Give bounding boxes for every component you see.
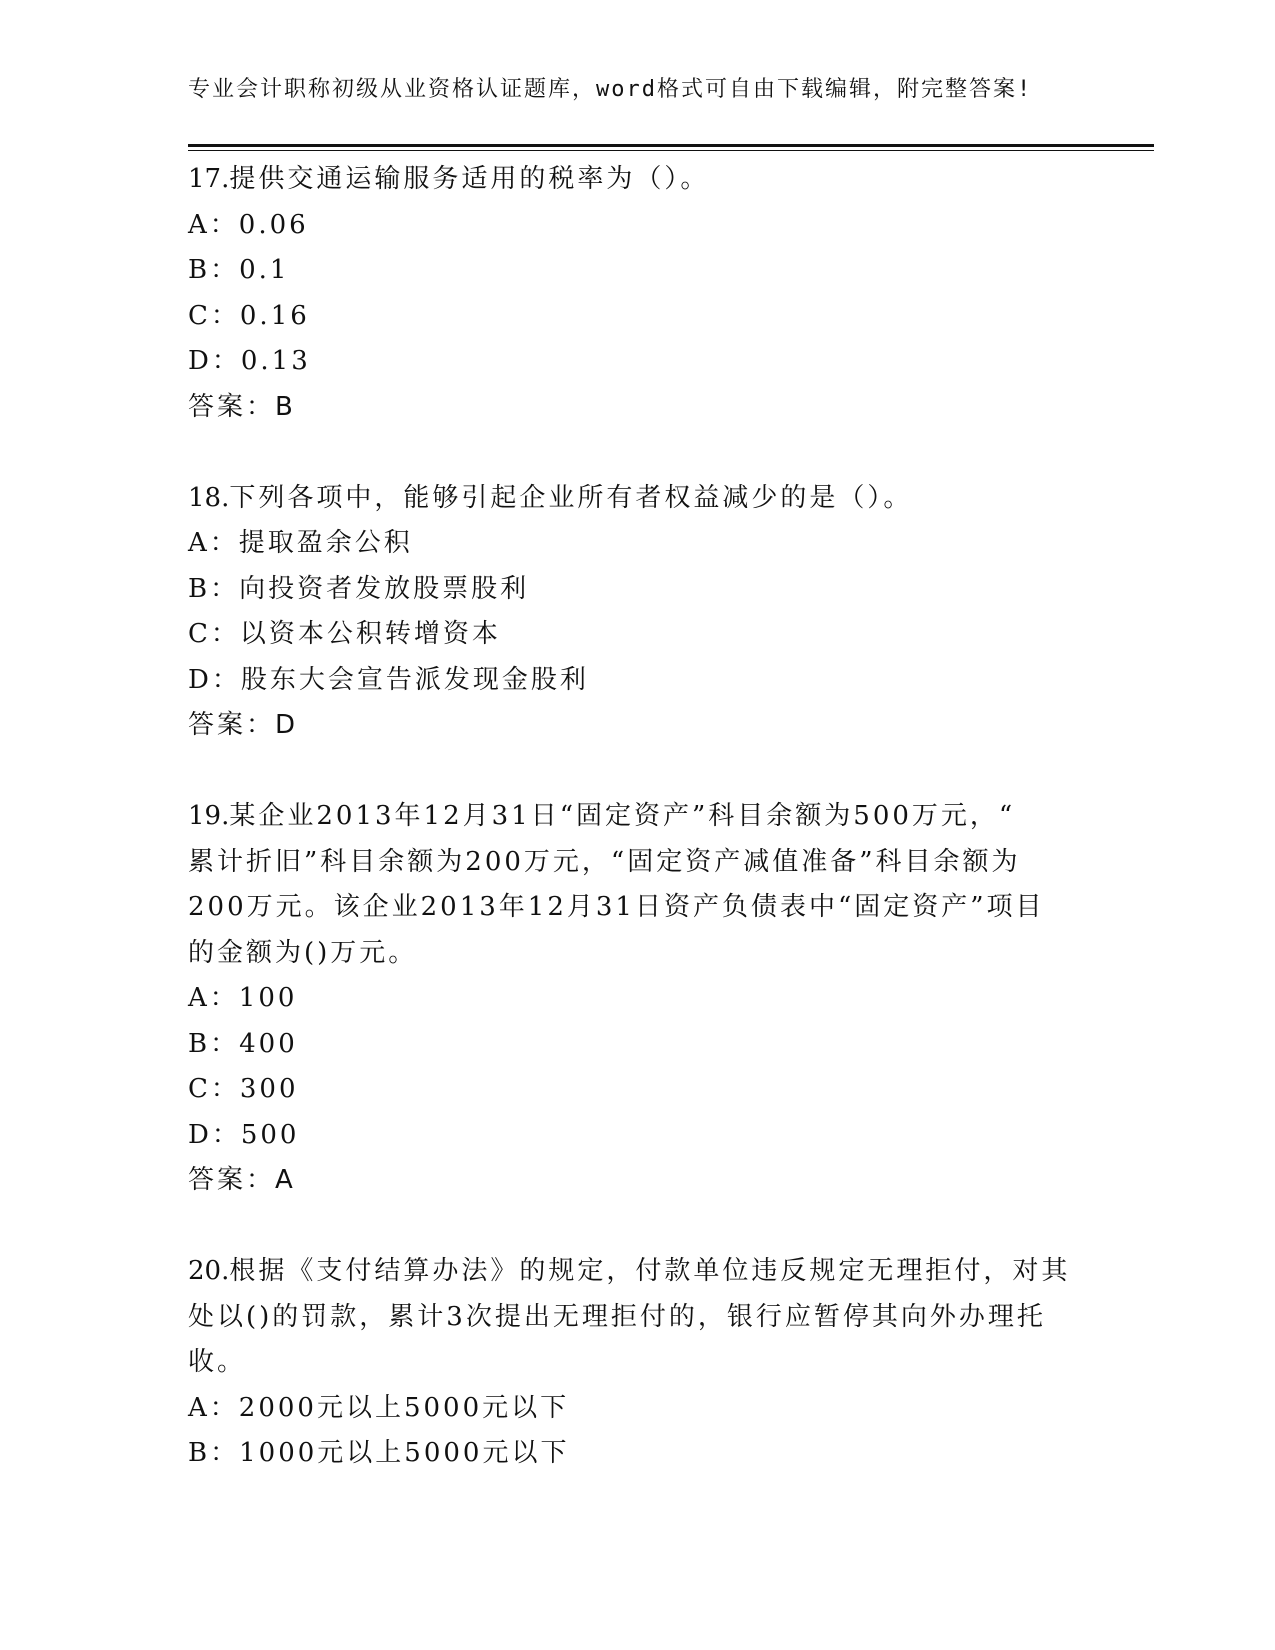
question-text-line-1 bbox=[188, 794, 1088, 840]
page-header: 专业会计职称初级从业资格认证题库，word格式可自由下载编辑，附完整答案! bbox=[188, 77, 1033, 102]
answer-line: 答案：A bbox=[188, 1165, 296, 1195]
option-a: A：100 bbox=[188, 983, 298, 1013]
question-stem: 根据《支付结算办法》的规定，付款单位违反规定无理拒付，对其 bbox=[229, 1256, 1071, 1286]
option-b: B：向投资者发放股票股利 bbox=[188, 573, 530, 604]
question-19 bbox=[188, 794, 1088, 1204]
question-list bbox=[188, 157, 1088, 1477]
option-c: C：300 bbox=[188, 1074, 299, 1104]
question-number: 18. bbox=[188, 482, 230, 513]
option-a: A：提取盈余公积 bbox=[188, 528, 413, 558]
question-number: 20. bbox=[188, 1256, 230, 1286]
question-text-line-2: 处以()的罚款，累计3次提出无理拒付的，银行应暂停其向外办理托 bbox=[188, 1301, 1046, 1332]
question-text bbox=[188, 476, 1088, 522]
question-text-line-1 bbox=[188, 1249, 1088, 1295]
question-text-line-3: 收。 bbox=[188, 1347, 247, 1377]
question-stem: 提供交通运输服务适用的税率为（）。 bbox=[229, 164, 710, 194]
question-text-line-3: 200万元。该企业2013年12月31日资产负债表中“固定资产”项目 bbox=[188, 892, 1045, 922]
question-17 bbox=[188, 157, 1088, 430]
answer-line: 答案：B bbox=[188, 391, 296, 422]
option-b: B：0.1 bbox=[188, 255, 290, 285]
option-b: B：1000元以上5000元以下 bbox=[188, 1438, 570, 1468]
question-stem: 某企业2013年12月31日“固定资产”科目余额为500万元，“ bbox=[229, 801, 1016, 831]
option-c: C：0.16 bbox=[188, 300, 310, 331]
question-text bbox=[188, 157, 1088, 203]
option-a: A：2000元以上5000元以下 bbox=[188, 1392, 570, 1423]
question-20 bbox=[188, 1249, 1088, 1477]
question-number: 19. bbox=[188, 801, 230, 831]
option-b: B：400 bbox=[188, 1028, 298, 1059]
header-rule-thin bbox=[188, 150, 1154, 151]
question-18 bbox=[188, 476, 1088, 749]
answer-line: 答案：D bbox=[188, 710, 299, 740]
option-c: C：以资本公积转增资本 bbox=[188, 619, 501, 649]
option-d: D：股东大会宣告派发现金股利 bbox=[188, 664, 589, 695]
option-d: D：0.13 bbox=[188, 346, 311, 376]
question-text-line-2: 累计折旧”科目余额为200万元，“固定资产减值准备”科目余额为 bbox=[188, 846, 1021, 877]
option-d: D：500 bbox=[188, 1119, 300, 1150]
question-stem: 下列各项中，能够引起企业所有者权益减少的是（）。 bbox=[229, 482, 913, 513]
option-a: A：0.06 bbox=[188, 209, 309, 240]
question-text-line-4: 的金额为()万元。 bbox=[188, 937, 418, 968]
question-number: 17. bbox=[188, 164, 230, 194]
header-rule-thick bbox=[188, 144, 1154, 147]
